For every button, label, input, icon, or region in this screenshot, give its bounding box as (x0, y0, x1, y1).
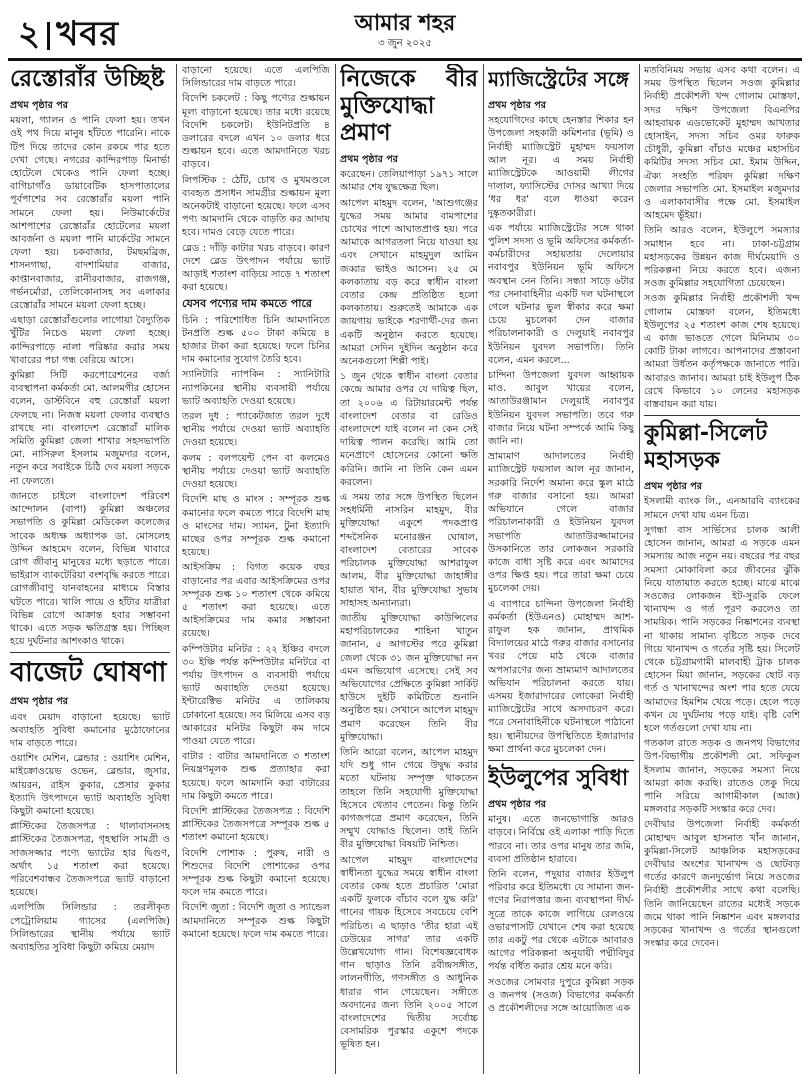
paragraph: দেবীদ্বার উপজেলা নির্বাহী কর্মকর্তা মোহাম্মদ আবুল হাসনাত খাঁন জানান, কুমিল্লা-সিলেট আঞ্চলিক মহাসড়কের দেবীদ্বার অংশের খানাখন্দ ও ছোটবড় গর্তের কারণে জনদুর্ভোগ নিয়ে সওজের নির্বাহী প্রকৌশলীর সাথে কথা বলেছি। তিনি জানিয়েছেন রাতের মধ্যেই সড়কে জমে থাকা পানি নিষ্কাশন এবং মঙ্গলবার সড়কের খানাখন্দ ও গর্তের স্থানগুলো সংস্কার করে দেবেন। (644, 819, 800, 950)
headline-magistrate: ম্যাজিস্ট্রেটের সঙ্গে (488, 67, 629, 91)
paragraph: লিপস্টিক : ঠোঁট, চোখ ও মুখমণ্ডলে ব্যবহৃত প্রসাধন সামগ্রীর শুল্কায়ন মূল্য অনেকটাই বাড়ানো হয়েছে। ফলে এসব পণ্য আমদানি থেকে বাড়তি কর আদায় হবে। দামও বেড়ে যেতে পারে। (182, 174, 330, 239)
paragraph: এ ব্যাপারে চান্দিনা উপজেলা নির্বাহী কর্মকর্তা (ইউএনও) মোহাম্মদ আশ-রাফুল হক জানান, প্রাথমিক বিদ্যালয়ের মাঠে গরুর বাজার বসানোর খবর পেয়ে মাঠ থেকে বাজার অপসারণের জন্য ভ্রাম্যমাণ আদালতের অভিযান পরিচালনা করতে যায়। এসময় ইজারাদারের লোকেরা নির্বাহী ম্যাজিস্ট্রেটের সাথে অসদাচরণ করে। পরে সেনাবাহিনীকে ঘটনাস্থলে পাঠানো হয়। স্থানীয়দের উপস্থিতিতে ইজারাদার ক্ষমা প্রার্থনা করে মুচলেকা দেন। (488, 598, 634, 755)
paragraph: জানতে চাইলে বাংলাদেশ পরিবেশ আন্দোলন (বাপা) কুমিল্লা অঞ্চলের সভাপতি ও কুমিল্লা মেডিকেল কলেজের সাবেক অধ্যক্ষ অধ্যাপক ডা. মোসলেহ উদ্দিন আহমেদ বলেন, বিভিন্ন খাবারে রোগ জীবানু মানুষের মধ্যে ছড়াতে পারে। ভাইরাস ব্যাকটেরিয়া বংশবৃদ্ধি করতে পারে। রোগজীবাণু যানবাহনের মাধ্যমে বিস্তার ঘটতে পারে। খালি পায়ে ও হাঁটার যাত্রীরা বিভিন্ন রোগে আক্রান্ত হবার সম্ভাবনা থাকে। এতে সড়ক ক্ষতিগ্রস্ত হয়। পিচ্ছিল হয়ে দুর্ঘটনার আশংকাও থাকে। (10, 490, 170, 648)
paragraph: করেছেন। তেলিয়াপাড়া ১৯৭১ সালে আমার শেষ যুদ্ধক্ষেত্র ছিল। (340, 169, 478, 194)
paragraph: তিনি আরো বলেন, আপেল মাহমুদ যদি শুধু গান গেয়ে উদ্বুদ্ধ করার মতো ঘটনায় সম্পৃক্ত থাকতেন তাহলে তিনি সহযোগী মুক্তিযোদ্ধা হিসেবে থেতাব পেতেন। কিন্তু তিনি কাগজপত্রে প্রমাণ করেছেন, তিনি সম্মুখ যোদ্ধাও ছিলেন। তাই তিনি বীর মুক্তিযোদ্ধা বিষয়টি নিশ্চিত। (340, 746, 478, 851)
paragraph: মতবিনিময় সভায় এসব কথা বলেন। এ সময় উপস্থিত ছিলেন সওজ কুমিল্লার নির্বাহী প্রকৌশলী খন্দ গোলাম মোস্তফা, সদর দক্ষিণ উপজেলা বিএনপির আহবায়ক এডভোকেট মুহাম্মদ আখতার হোসাইন, সদস্য সচিব ওমর ফারুক চৌধুরী, কুমিল্লা বাঁচাও মঞ্চের মহাসচিব কমিটির সদস্য সচিব মো. ইমাম উদ্দিন, ঐক্য সংহতি পরিষদ কুমিল্লা দক্ষিণ জেলার সভাপতি মো. ইসমাইল মজুমদার ও এলাকাবাসীর পক্ষে মো. ইসমাইল আহমেদ ভূঁইয়া। (644, 65, 800, 222)
paragraph: বিদেশি মাছ ও মাংস : সম্পূরক শুল্ক কমানোর ফলে কমতে পারে বিদেশি মাছ ও মাংসের দাম। স্যামন, টুনা ইত্যাদি মাছের ওপর সম্পূরক শুল্ক কমানো হয়েছে। (182, 494, 330, 559)
paragraph: চিনি : পরিশোধিত চিনি আমদানিতে টনপ্রতি শুল্ক ৫০০ টাকা কমিয়ে ৪ হাজার টাকা করা হয়েছে। ফলে চিনির দাম কমানোর সুযোগ তৈরি হবে। (182, 314, 330, 366)
paragraph: কলম : বলপয়েন্ট পেন বা কলমেও স্থানীয় পর্যায়ে দেওয়া ভ্যাট অব্যাহতি দেওয়া হয়েছে। (182, 452, 330, 491)
paragraph: তিনি আরও বলেন, ইউলুপে সমস্যার সমাধান হবে না। ঢাকা-চট্টগ্রাম মহাসড়কের উন্নয়ন কাজ দীর্ঘমেয়াদি ও পরিকল্পনা নিয়ে করতে হবে। এজন্য সওজ কুমিল্লার সহযোগিতা চেয়েছেন। (644, 225, 800, 290)
paragraph: জাতীয় মুক্তিযোদ্ধা কাউন্সিলের মহাপরিচালকের শাহিনা খাতুন জানান, ৫ আগস্টের পরে কুমিল্লা জেলা থেকে ৩১ জন মুক্তিযোদ্ধা নন এমন অভিযোগ এসেছে। সেই সব অভিযোগের প্রেক্ষিতে কুমিল্লা সার্কিট হাউসে দুইটি কমিটিতে শুনানি অনুষ্ঠিত হয়। সেখানে আপেল মাহমুদ প্রমাণ করেছেন তিনি বীর মুক্তিযোদ্ধা। (340, 612, 478, 743)
paragraph: বাড়ানো হয়েছে। এতে এলপিজি সিলিন্ডারের দাম বাড়তে পারে। (182, 65, 330, 90)
article-divider (488, 760, 634, 761)
paragraph: চান্দিনা উপজেলা যুবদল আহ্বায়ক মাও. আবুল খায়ের বলেন, আতাউরঞ্জামান দেলুয়াই নবাবপুর ইউনিয়ন যুবদল সভাপতি। তবে গরু বাজার নিয়ে ঘটনা সম্পর্কে আমি কিছু জানি না। (488, 370, 634, 448)
paragraph: এলপিজি সিলিন্ডার : তরলীকৃত পেট্রোলিয়াম গ্যাসের (এলপিজি) সিলিন্ডারের স্থানীয় পর্যায়ে ভ্যাট অব্যাহতির সুবিধা কিছুটা কমিয়ে মেয়াদ (10, 902, 170, 953)
column-rule (639, 64, 640, 1074)
paragraph: বিদেশি পোশাক : পুরুষ, নারী ও শিশুদের বিদেশি পোশাকের ওপর সম্পূরক শুল্ক কিছুটা কমানো হয়েছে। ফলে দাম কমতে পারে। (182, 847, 330, 899)
paragraph: ১ জুন থেকে স্বাধীন বাংলা বেতার কেন্দ্রে আমার ওপর যে দায়িত্ব ছিল, তা ২০০৬ এ রিটায়ারমেন্ট পর্যন্ত বাংলাদেশ বেতার বা রেডিও বাংলাদেশে যাই বলেন না কেন সেই দায়িত্ব পালন করেছি। আমি তো মনেপ্রাণে হোসেনের কোনো ক্ষতি করিনি। জানি না তিনি কেন এমন করলেন। (340, 371, 478, 488)
kicker: প্রথম পৃষ্ঠার পর (340, 154, 398, 165)
paragraph: তরল দুধ : প্যাকেটজাত তরল দুধে স্থানীয় পর্যায়ে দেওয়া ভ্যাট অব্যাহতি দেওয়া হয়েছে। (182, 411, 330, 449)
paragraph: ইসলামী ব্যাংক লি., এনআরবি ব্যাংকের সামনে দেখা যায় এমন চিত্র। (644, 496, 800, 521)
kicker: প্রথম পৃষ্ঠার পর (488, 798, 546, 810)
masthead (0, 0, 810, 62)
kicker: প্রথম পৃষ্ঠার পর (488, 100, 546, 111)
paragraph: ওয়াশিং মেশিন, ব্লেন্ডার : ওয়াশিং মেশিন, মাইক্রোওয়েভ ওভেন, ব্লেন্ডার, জুসার, আয়রন, রাইস কুকার, প্রেসার কুকার ইত্যাদি উৎপাদনে ভ্যাট অব্যাহতি সুবিধা কিছুটা কমানো হয়েছে। (10, 753, 170, 817)
page-title: আমার শহর (354, 11, 456, 36)
column-1 (10, 64, 170, 1074)
paragraph: বিদেশি জুতা : বিদেশি জুতা ও স্যান্ডেল আমদানিতে সম্পূরক শুল্ক কিছুটা কমানো হয়েছে। ফলে দাম কমতে পারে। (182, 902, 330, 940)
column-rule (176, 64, 177, 1074)
headline-u-loop: ইউলুপের সুবিধা (488, 765, 629, 791)
column-3 (340, 64, 478, 1074)
masthead-rule (8, 58, 802, 61)
column-5 (644, 64, 800, 1074)
page-date: ৩ জুন ২০২৫ (378, 38, 432, 49)
paragraph: এছাড়া রেস্তোরাঁগুলোর লাগোয়া বৈদ্যুতিক খুঁটির নিচেও ময়লা ফেলা হচ্ছে। কান্দিরপাড়ে নালা পরিষ্কার করার সময় খাবারের পচা গন্ধ বেরিয়ে আসে। (10, 315, 170, 366)
paragraph: আপেল মাহমুদ বলেন, 'আশুগঞ্জের যুদ্ধের সময় আমার বামপাশের চোখের পাশে আঘাতপ্রাপ্ত হয়। পরে আমাকে আগরতলা নিয়ে যাওয়া হয় এবং সেখানে মাহমুদুল আমিন জব্বার ভাইও আসেন। ২৫ মে কলকাতায় বড় করে স্বাধীন বাংলা বেতার কেন্দ্র প্রতিষ্ঠিত হলো কলকাতায়। শুরুতেই আমাকে এক জায়গায় ভাইকে শরণার্থী-দের জন্য একটি অনুষ্ঠান করতে হয়েছে। আমরা সেদিন দুইদিন অনুষ্ঠান করে অনেকগুলো শিল্পী পাই। (340, 197, 478, 368)
subhead-cheaper-goods: যেসব পণ্যের দাম কমতে পারে (182, 297, 312, 311)
column-2 (182, 64, 330, 1074)
paragraph: ব্লেড : দাঁড়ি কাটার খরচ বাড়বে। কারণ দেশে ব্লেড উৎপাদন পর্যায়ে ভ্যাট আড়াই শতাংশ বাড়িয়ে সাড়ে ৭ শতাংশ করা হয়েছে। (182, 242, 330, 294)
paragraph: সওজের সোমবার দুপুরে কুমিল্লা সড়ক ও জনপথ (সওজ) বিভাগের কর্মকর্তা ও প্রকৌশলীদের সঙ্গে আয়োজিত এক (488, 976, 634, 1014)
kicker: প্রথম পৃষ্ঠার পর (10, 100, 68, 111)
paragraph: আপেল মাহমুদ বাংলাদেশের স্বাধীনতা যুদ্ধের সময়ে স্বাধীন বাংলা বেতার কেন্দ্র হতে প্রচারিত 'মোরা একটি ফুলকে বাঁচাব বলে যুদ্ধ করি' গানের গায়ক হিসেবে সবচেয়ে বেশি পরিচিত। এ ছাড়াও 'তীর হারা এই ঢেউয়ের সাগর' তার একটি উল্লেখযোগ্য গান। বিশেষজ্ঞবোধক গান ছাড়াও তিনি রবীন্দ্রসঙ্গীত, লালনগীতি, গণসঙ্গীত ও আধুনিক ধারার গান গেয়েছেন। সঙ্গীতে অবদানের জন্য তিনি ২০০৫ সালে বাংলাদেশের দ্বিতীয় সর্বোচ্চ বেসামরিক পুরস্কার একুশে পদকে ভূষিত হন। (340, 854, 478, 1051)
column-rule (335, 64, 336, 1074)
paragraph: আইসক্রিম : বিগত কয়েক বছর বাড়ানোর পর এবার আইসক্রিমের ওপর সম্পূরক শুল্ক ১০ শতাংশ থেকে কমিয়ে ৫ শতাংশ করা হয়েছে। এতে আইসক্রিমের দাম কমার সম্ভাবনা রয়েছে। (182, 562, 330, 640)
paragraph: প্লাস্টিকের তৈজসপত্র : থালাবাসনসহ প্লাস্টিকের তৈজসপত্র, গৃহস্থালি সামগ্রী ও সাজসজ্জার পণ্যে ভ্যাটের হার দ্বিগুণ, অর্থাৎ ১৫ শতাংশ করা হয়েছে। পরিবেশবান্ধব তৈজসপত্রে ভ্যাট বাড়ানো হয়েছে। (10, 821, 170, 899)
headline-budget: বাজেট ঘোষণা (10, 657, 167, 689)
headline-restaurant-waste: রেস্তোরাঁর উচ্ছিষ্ট (10, 66, 165, 92)
headline-freedom-fighter: নিজেকে বীর মুক্তিযোদ্ধা প্রমাণ (340, 66, 478, 146)
paragraph: এ সময় তার সঙ্গে উপস্থিত ছিলেন সহধর্মিনী নাসরিন মাহমুদ, বীর মুক্তিযোদ্ধা একুশে পদকপ্রাপ্ত শব্দসৈনিক মনোরঞ্জন ঘোষাল, বাংলাদেশ বেতারের সাবেক পরিচালক মুক্তিযোদ্ধা আশরাফুল আলম, বীর মুক্তিযোদ্ধা জাহাঙ্গীর হায়াত খান, বীর মুক্তিযোদ্ধা সুভাষ সাহাসহ অন্যান্যরা। (340, 492, 478, 609)
section-name: খবর (56, 14, 120, 54)
paragraph: এক পর্যায়ে ম্যাজিস্ট্রেটের সঙ্গে থাকা পুলিশ সদস্য ও ভূমি অফিসের কর্মকর্তা-কর্মচারীদের সহায়তায় দেলোয়ার নবাবপুর ইউনিয়ন ভূমি অফিসে অবস্থান নেন তিনি। সন্ধ্যা সাড়ে ৬টার পর সেনাবাহিনীর একটি দল ঘটনাস্থলে গেলে ঘটনার ভুল স্বীকার করে ক্ষমা চেয়ে মুচলেকা দেন বাজার পরিচালনাকারী ও দেলুয়াই নবাবপুর ইউনিয়ন যুবদল সভাপতি। তিনি বলেন, এমন করলে... (488, 222, 634, 366)
paragraph: বাটার : বাটার আমদানিতে ৩ শতাংশ নিয়ন্ত্রণমূলক শুল্ক প্রত্যাহার করা হয়েছে। ফলে আমদানি করা বাটারের দাম কিছুটা কমতে পারে। (182, 751, 330, 802)
page-number: ২ (18, 14, 42, 54)
kicker: প্রথম পৃষ্ঠার পর (10, 696, 68, 708)
paragraph: ভ্রাম্যমাণ আদালতের নির্বাহী ম্যাজিস্ট্রেট ফয়সাল আল নূর জানান, সরকারি নির্দেশ অমান্য করে স্কুল মাঠে গরু বাজার বসানো হয়। আমরা অভিযানে গেলে বাজার পরিচালনাকারী ও ইউনিয়ন যুবদল সভাপতি আতাউরজ্জামানের উসকানিতে তার লোকজন সরকারি কাজে বাধা সৃষ্টি করে এবং আমাদের ওপর ক্ষিপ্ত হয়। পরে তারা ক্ষমা চেয়ে মুচলেকা দেয়। (488, 451, 634, 595)
paragraph: এবং মেয়াদ বাড়ানো হয়েছে। ভ্যাট অব্যাহতি সুবিধা কমানোর মুঠোফোনের দাম বাড়তে পারে। (10, 711, 170, 749)
paragraph: তিনি বলেন, পদুয়ার বাজার ইউলুপ পরিবার করে ইতিমধ্যে যে সামান্য জন-গণের নিরাপত্তার জন্য ব্যবস্থাপনা দীর্ঘ-সূত্রে তাকে কাজে লাগিয়ে রেলওয়ে ওভারপাসটি যেখানে শেষ করা হয়েছে তার একটু পর থেকে এটাকে আবারও আগের পরিকল্পনা অনুযায়ী পদ্মীবিদুর পর্যন্ত বর্ধিত করার শ্রেয় মনে করি। (488, 868, 634, 973)
column-rule (483, 64, 484, 1074)
paragraph: ময়লা, গ্যালন ও পানি ফেলা হয়। তখন ওই পথ দিয়ে মানুষ হাঁটতে পারেনি। নাকে টিপ দিয়ে তাদের কোন রকমে পার হতে দেখা গেছে। নগরের কান্দিরপাড় মিনার্ভা হোটেলে খেকেও পানি ফেলা হচ্ছে। বাগিচাগাঁও ডায়াবেটিক হাসপাতালের পূর্বপাশের সব রেস্তোরাঁর ময়লা পানি সামনে ফেলা হয়। নিউমার্কেটের আশপাশের রেস্তোরাঁর হোটেলের ময়লা আবর্জনা ও ময়লা পানি মার্কেটের সামনে ফেলা হয়। চকবাজার, টমছমব্রিজ, শাসনগাছা, বাদশামিয়ার বাজার, কাপ্তানবাজার, রানীরবাজার, রাজগঞ্জ, গর্ভনর্মোরা, তেলিকোনাসহ সব এলাকার রেস্তোরাঁর সামনে ময়লা ফেলা হচ্ছে। (10, 115, 170, 312)
paragraph: মানুষ। এতে জনভোগান্তি আরও বাড়বে। নির্বিঘ্নে ওই এলাকা পাড়ি দিতে পারবে না। তার ওপর মানুষ তার জমি, ব্যবসা প্রতিষ্ঠান হারাবে। (488, 814, 634, 865)
paragraph: গতকাল রাতে সড়ক ও জনপথ বিভাগের উপ-বিভাগীয় প্রকৌশলী মো. সফিকুল ইসলাম জানান, সড়কের সমস্যা নিয়ে আমরা কাজ করছি। রাতেও তেকু দিয়ে পানি সরিয়ে আগামীকাল (আজ) মঙ্গলবার সড়কটি সংস্কার করে দেব। (644, 738, 800, 816)
paragraph: বিদেশি চকলেট : কিছু পণ্যের শুল্কায়ন মূল্য বাড়ানো হয়েছে। তার মধ্যে রয়েছে বিদেশি চকলেট। ইউনিটপ্রতি ৪ ডলারের বদলে এখন ১০ ডলার ধরে শুল্কায়ন হবে। এতে আমদানিতে খরচ বাড়বে। (182, 93, 330, 171)
article-divider (10, 652, 170, 653)
paragraph: কম্পিউটার মনিটর : ২২ ইঞ্চির বদলে ৩০ ইঞ্চি পর্যন্ত কম্পিউটার মনিটরে বা পর্যায় উৎপাদন ও ব্যবসায়ী পর্যায়ে ভ্যাট অব্যাহতি দেওয়া হয়েছে। ইন্টারেক্টিভ মনিটর এ তালিকায় ঢোকানো হয়েছে। সব মিলিয়ে এসব বড় আকারের মনিটর কিছুটা কম দামে পাওয়া যেতে পারে। (182, 643, 330, 747)
paragraph: সুগন্ধা বাস সার্ভিসের চালক আলী হোসেন জানান, আমরা এ সড়কে এমন সমস্যায় আজ নতুন নয়। বছরের পর বছর সমস্যা মোকাবিলা করে জীবনের ঝুঁকি নিয়ে যাতায়াত করতে হচ্ছে। মাঝে মাঝে সওজের লোকজন ইট-সুরকি ফেলে খানাখন্দ ও গর্ত পূরণ করলেও তা সাময়িক। পানি সড়কের নিষ্কাশনের ব্যবস্থা না থাকায় সামান্য বৃষ্টিতে সড়ক দেবে গিয়ে খানাখন্দ ও গর্তের সৃষ্টি হয়। সিলেট থেকে চট্টগ্রামগামী মালবাহী ট্রাক চালক হোসেন মিয়া জানান, সড়কের ছোট বড় গর্ত ও খানাখন্দের অংশ পার হতে যেয়ে আমাদের হিমশিম খেয়ে পড়ে। হেলে পড়ে কখন যে দুর্ঘটনায় পড়ে যাই। বৃষ্টি বেশি হলে গর্তগুলো দেখা যায় না। (644, 524, 800, 734)
paragraph: সহযোগিদের কাছে হেনস্তার শিকার হন উপজেলা সহকারী কমিশনার (ভূমি) ও নির্বাহী ম্যাজিস্ট্রেট মুহাম্মদ ফয়সাল আল নূর। এ সময় নির্বাহী ম্যাজিস্ট্রেটকে আওয়ামী লীগের দালাল, ফ্যাসিস্টের দোসর আখ্যা দিয়ে 'ধর ধর' বলে ধাওয়া করেন দুষ্কৃতকারীরা। (488, 115, 634, 219)
paragraph: বিদেশি প্লাস্টিকের তৈজসপত্র : বিদেশি প্লাস্টিকের তৈজসপত্রে সম্পূরক শুল্ক ৫ শতাংশ কমানো হয়েছে। (182, 805, 330, 844)
paragraph: স্যানিটারি ন্যাপকিন : স্যানিটারি ন্যাপকিনের স্থানীয় ব্যবসায়ী পর্যায়ে ভ্যাট অব্যাহতি দেওয়া হয়েছে। (182, 369, 330, 407)
article-divider (644, 415, 800, 416)
kicker: প্রথম পৃষ্ঠার পর (644, 481, 702, 493)
paragraph: কুমিল্লা সিটি করপোরেশনের বর্জ্য ব্যবস্থাপনা কর্মকর্তা মো. আলমগীর হোসেন বলেন, ডাস্টবিনে বহু রেস্তোরাঁ ময়লা ফেলছে না। নিজস্ব ময়লা ফেলার ব্যবস্থাও রাখছে না। বাংলাদেশ রেস্তোরাঁ মালিক সমিতি কুমিল্লা জেলা শাখার সহসভাপতি মো. নাসিরুল ইসলাম মজুমদার বলেন, নতুন করে সবাইকে চিঠি দেব ময়লা সড়কে না ফেলতে। (10, 370, 170, 487)
headline-comilla-sylhet-highway: কুমিল্লা-সিলেট মহাসড়ক (644, 421, 768, 474)
column-4 (488, 64, 634, 1074)
paragraph: সওজ কুমিল্লার নির্বাহী প্রকৌশলী খন্দ গোলাম মোস্তফা বলেন, ইতিমধ্যে ইউলুপের ২৫ শতাংশ কাজ শেষ হয়েছে। এ কাজ ভাঙতে গেলে মিনিমাম ৩০ কোটি টাকা লাগবে। আপনাদের প্রস্তাবনা আমরা উর্ধতন কর্তৃপক্ষকে জানাতে পারি। আবারও জানাব। আমরা চাই ইউলুপ ঠিক রেখে কিভাবে ১০ লেনের মহাসড়ক বাস্তবায়ন করা যায়। (644, 293, 800, 411)
